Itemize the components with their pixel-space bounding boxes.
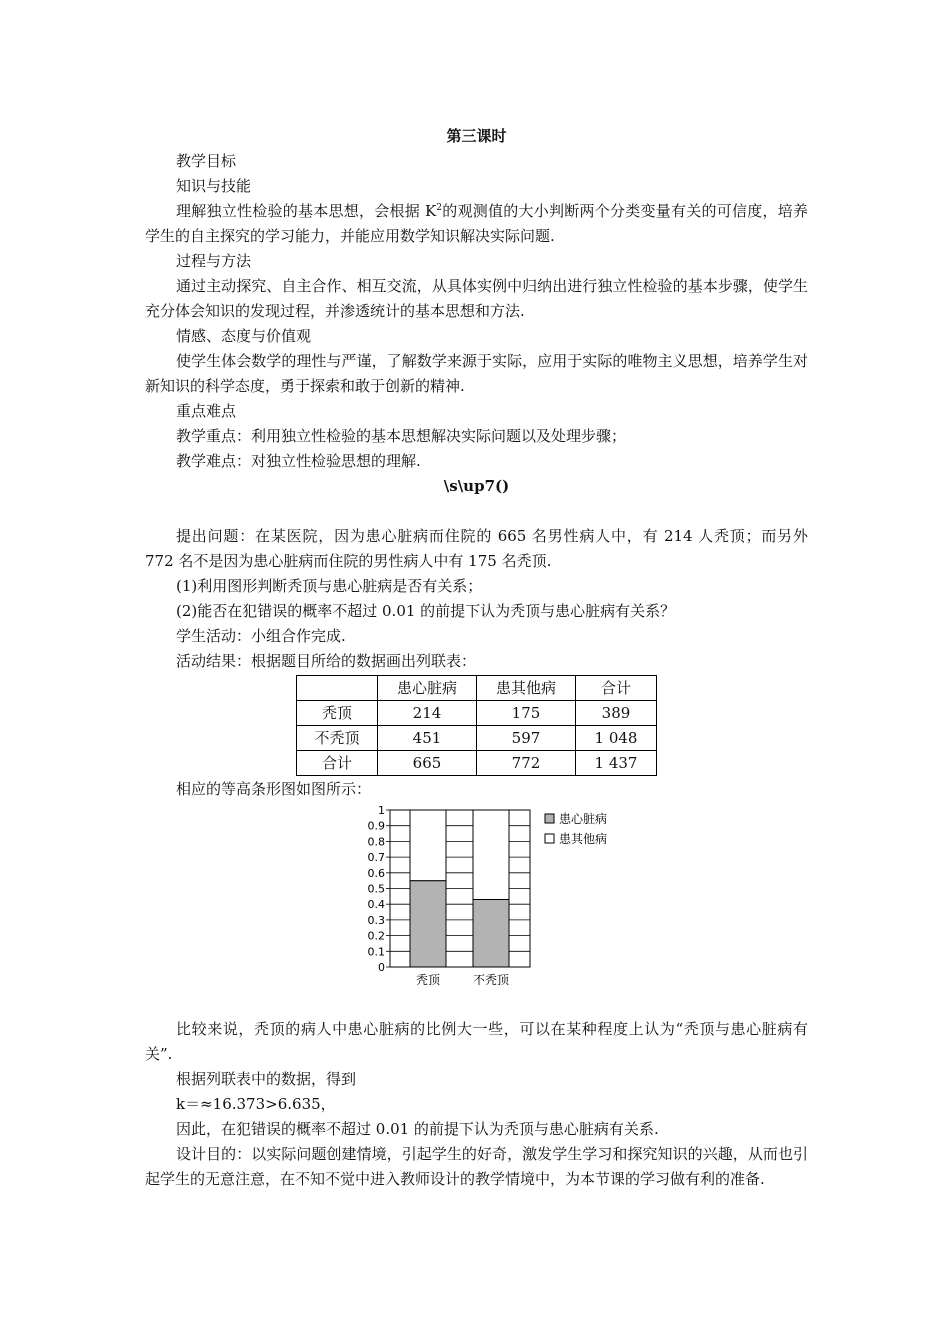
- x-tick-label: 秃顶: [415, 973, 441, 987]
- bar-segment-other: [410, 810, 446, 881]
- question-2: (2)能否在犯错误的概率不超过 0.01 的前提下认为秃顶与患心脏病有关系？: [176, 602, 676, 620]
- table-cell: 597: [477, 726, 576, 751]
- table-cell: 175: [477, 701, 576, 726]
- table-cell: 214: [378, 701, 477, 726]
- legend-label: 患心脏病: [559, 812, 608, 826]
- legend-label: 患其他病: [559, 832, 608, 846]
- bar-segment-other: [473, 810, 509, 899]
- y-tick-label: 0.6: [367, 866, 385, 880]
- table-row: [297, 701, 657, 726]
- contingency-table: [296, 675, 657, 776]
- table-cell: 合计: [297, 751, 378, 776]
- table-cell: 665: [378, 751, 477, 776]
- activity-result: 活动结果：根据题目所给的数据画出列联表：: [176, 652, 477, 670]
- k-superscript: 2: [436, 203, 442, 213]
- y-tick-label: 0.2: [367, 929, 385, 943]
- knowledge-text-a: 理解独立性检验的基本思想，会根据 K: [176, 202, 437, 220]
- table-header-cell: 合计: [576, 676, 657, 701]
- knowledge-text: [145, 199, 808, 249]
- knowledge-heading: 知识与技能: [176, 177, 252, 195]
- table-row: [297, 726, 657, 751]
- table-row: [297, 751, 657, 776]
- y-tick-label: 0.4: [367, 898, 385, 912]
- y-tick-label: 0.5: [367, 882, 385, 896]
- y-tick-label: 0.7: [367, 851, 385, 865]
- table-header-cell: [297, 676, 378, 701]
- emotion-text: 使学生体会数学的理性与严谨，了解数学来源于实际，应用于实际的唯物主义思想，培养学生对新知识的科学态度，勇于探索和敢于创新的精神.: [145, 352, 808, 395]
- problem-text: 提出问题：在某医院，因为患心脏病而住院的 665 名男性病人中，有 214 人秃顶；而另外 772 名不是因为患心脏病而住院的男性病人中有 175 名秃顶.: [145, 527, 808, 570]
- field-code: \s\up7(): [443, 477, 510, 495]
- compare-text: 比较来说，秃顶的病人中患心脏病的比例大一些，可以在某种程度上认为“秃顶与患心脏病有关”.: [145, 1020, 808, 1063]
- table-cell: 389: [576, 701, 657, 726]
- legend-swatch: [545, 834, 554, 843]
- chart-intro: 相应的等高条形图如图所示：: [176, 780, 372, 798]
- goals-heading: 教学目标: [176, 152, 237, 170]
- key-difficulty-heading: 重点难点: [176, 402, 237, 420]
- table-cell: 772: [477, 751, 576, 776]
- key-point: 教学重点：利用独立性检验的基本思想解决实际问题以及处理步骤；: [176, 427, 627, 445]
- table-header-row: [297, 676, 657, 701]
- table-cell: 1 048: [576, 726, 657, 751]
- student-activity: 学生活动：小组合作完成.: [176, 627, 346, 645]
- table-cell: 1 437: [576, 751, 657, 776]
- design-purpose: 设计目的：以实际问题创建情境，引起学生的好奇，激发学生学习和探究知识的兴趣，从而也引起学生的无意注意，在不知不觉中进入教师设计的教学情境中，为本节课的学习做有利的准备.: [145, 1145, 808, 1188]
- legend-swatch: [545, 814, 554, 823]
- y-tick-label: 0.8: [367, 835, 385, 849]
- process-heading: 过程与方法: [176, 252, 252, 270]
- table-header-cell: 患其他病: [477, 676, 576, 701]
- bar-segment-heart: [473, 899, 509, 967]
- conclusion-text: 因此，在犯错误的概率不超过 0.01 的前提下认为秃顶与患心脏病有关系.: [176, 1120, 659, 1138]
- lesson-title: 第三课时: [446, 127, 507, 145]
- y-tick-label: 0: [378, 961, 385, 974]
- knowledge-text-b: 的观测值的大小判断两个分类变量有关的可信度，培养学生的自主探究的学习能力，并能应用数学知识解决实际问题.: [145, 202, 808, 245]
- process-text: 通过主动探究、自主合作、相互交流，从具体实例中归纳出进行独立性检验的基本步骤，使学生充分体会知识的发现过程，并渗透统计的基本思想和方法.: [145, 277, 808, 320]
- y-tick-label: 0.1: [367, 945, 385, 959]
- stacked-bar-chart: [145, 802, 808, 1017]
- y-tick-label: 0.9: [367, 819, 385, 833]
- x-tick-label: 不秃顶: [472, 973, 510, 987]
- question-1: (1)利用图形判断秃顶与患心脏病是否有关系；: [176, 577, 483, 595]
- table-header-cell: 患心脏病: [378, 676, 477, 701]
- table-cell: 秃顶: [297, 701, 378, 726]
- from-table-text: 根据列联表中的数据，得到: [176, 1070, 357, 1088]
- document-page: [145, 124, 808, 1192]
- bar-segment-heart: [410, 881, 446, 967]
- table-cell: 不秃顶: [297, 726, 378, 751]
- difficulty: 教学难点：对独立性检验思想的理解.: [176, 452, 421, 470]
- k-value: k＝≈16.373>6.635，: [176, 1095, 336, 1113]
- spacer: [145, 499, 808, 524]
- chart-container: [145, 802, 808, 1017]
- y-tick-label: 1: [378, 804, 385, 817]
- y-tick-label: 0.3: [367, 913, 385, 927]
- table-cell: 451: [378, 726, 477, 751]
- emotion-heading: 情感、态度与价值观: [176, 327, 312, 345]
